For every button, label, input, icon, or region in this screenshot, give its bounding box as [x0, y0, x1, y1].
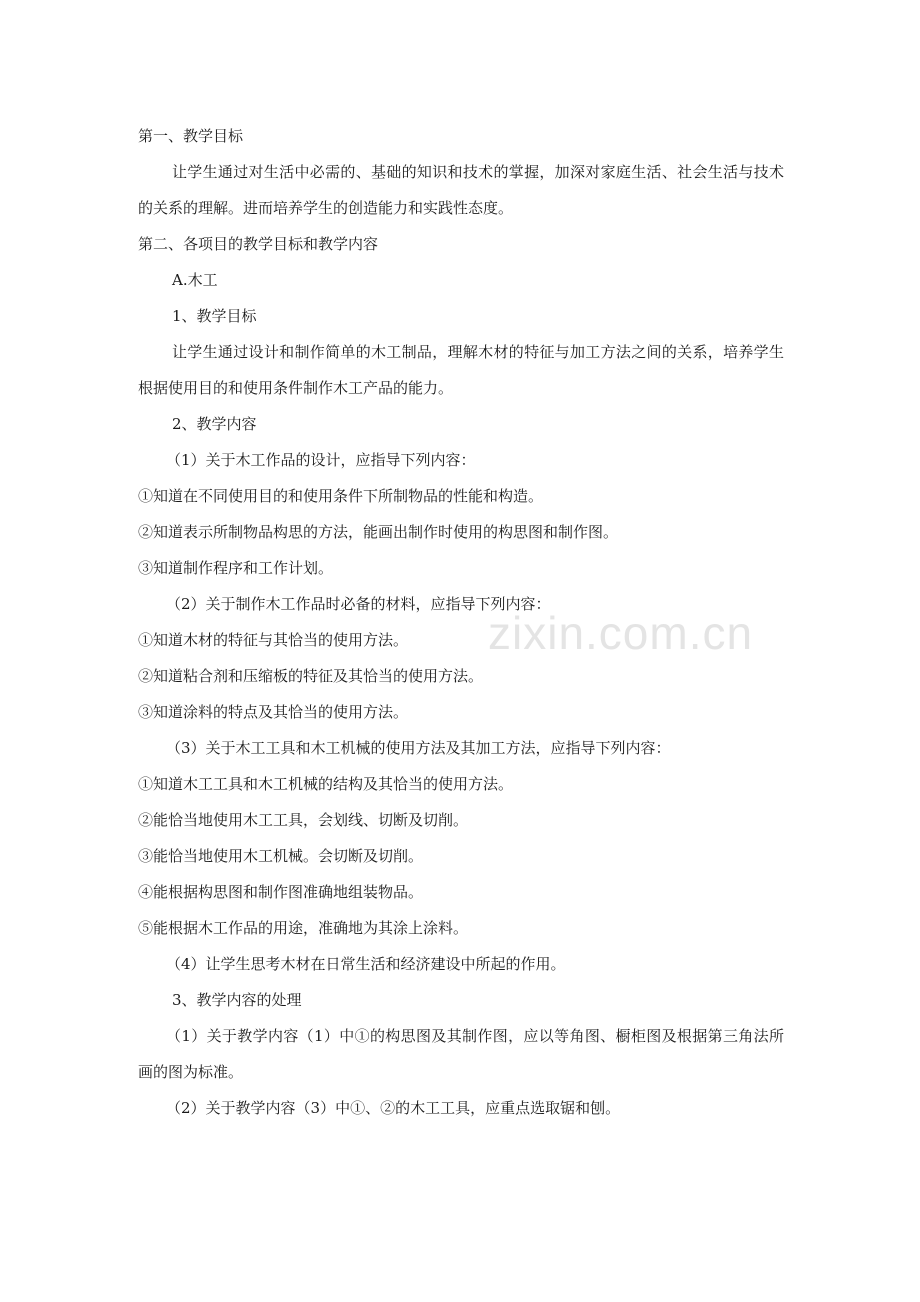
list-item: ③知道制作程序和工作计划。 — [138, 559, 334, 577]
body-paragraph: 让学生通过设计和制作简单的木工制品，理解木材的特征与加工方法之间的关系，培养学生根据使用目的和使用条件制作木工产品的能力。 — [138, 343, 784, 397]
numbered-clause: （1）关于木工作品的设计，应指导下列内容： — [166, 451, 476, 469]
list-item: ①知道木工工具和木工机械的结构及其恰当的使用方法。 — [138, 775, 514, 793]
list-item: ③能恰当地使用木工机械。会切断及切削。 — [138, 847, 424, 865]
document-body — [138, 118, 784, 1126]
section-heading-2: 第二、各项目的教学目标和教学内容 — [138, 235, 379, 253]
numbered-clause: （3）关于木工工具和木工机械的使用方法及其加工方法，应指导下列内容： — [166, 739, 671, 757]
list-item: ②能恰当地使用木工工具，会划线、切断及切削。 — [138, 811, 469, 829]
numbered-clause: （1）关于教学内容（1）中①的构思图及其制作图，应以等角图、橱柜图及根据第三角法所画的图为标准。 — [138, 1027, 784, 1081]
numbered-clause: （2）关于制作木工作品时必备的材料，应指导下列内容： — [166, 595, 551, 613]
list-item: ⑤能根据木工作品的用途，准确地为其涂上涂料。 — [138, 919, 469, 937]
list-item: ②知道粘合剂和压缩板的特征及其恰当的使用方法。 — [138, 667, 484, 685]
list-item: ③知道涂料的特点及其恰当的使用方法。 — [138, 703, 409, 721]
list-item: ①知道在不同使用目的和使用条件下所制物品的性能和构造。 — [138, 487, 544, 505]
numbered-clause: （2）关于教学内容（3）中①、②的木工工具，应重点选取锯和刨。 — [166, 1099, 621, 1117]
subsection-heading: A.木工 — [172, 271, 218, 289]
numbered-clause: （4）让学生思考木材在日常生活和经济建设中所起的作用。 — [166, 955, 566, 973]
list-item: ①知道木材的特征与其恰当的使用方法。 — [138, 631, 409, 649]
subsection-heading: 1、教学目标 — [172, 307, 257, 325]
list-item: ④能根据构思图和制作图准确地组装物品。 — [138, 883, 424, 901]
subsection-heading: 2、教学内容 — [172, 415, 257, 433]
section-heading-1: 第一、教学目标 — [138, 127, 244, 145]
body-paragraph: 让学生通过对生活中必需的、基础的知识和技术的掌握，加深对家庭生活、社会生活与技术的关系的理解。进而培养学生的创造能力和实践性态度。 — [138, 163, 784, 217]
subsection-heading: 3、教学内容的处理 — [172, 991, 302, 1009]
watermark: zixin.com.cn — [488, 607, 754, 659]
list-item: ②知道表示所制物品构思的方法，能画出制作时使用的构思图和制作图。 — [138, 523, 619, 541]
